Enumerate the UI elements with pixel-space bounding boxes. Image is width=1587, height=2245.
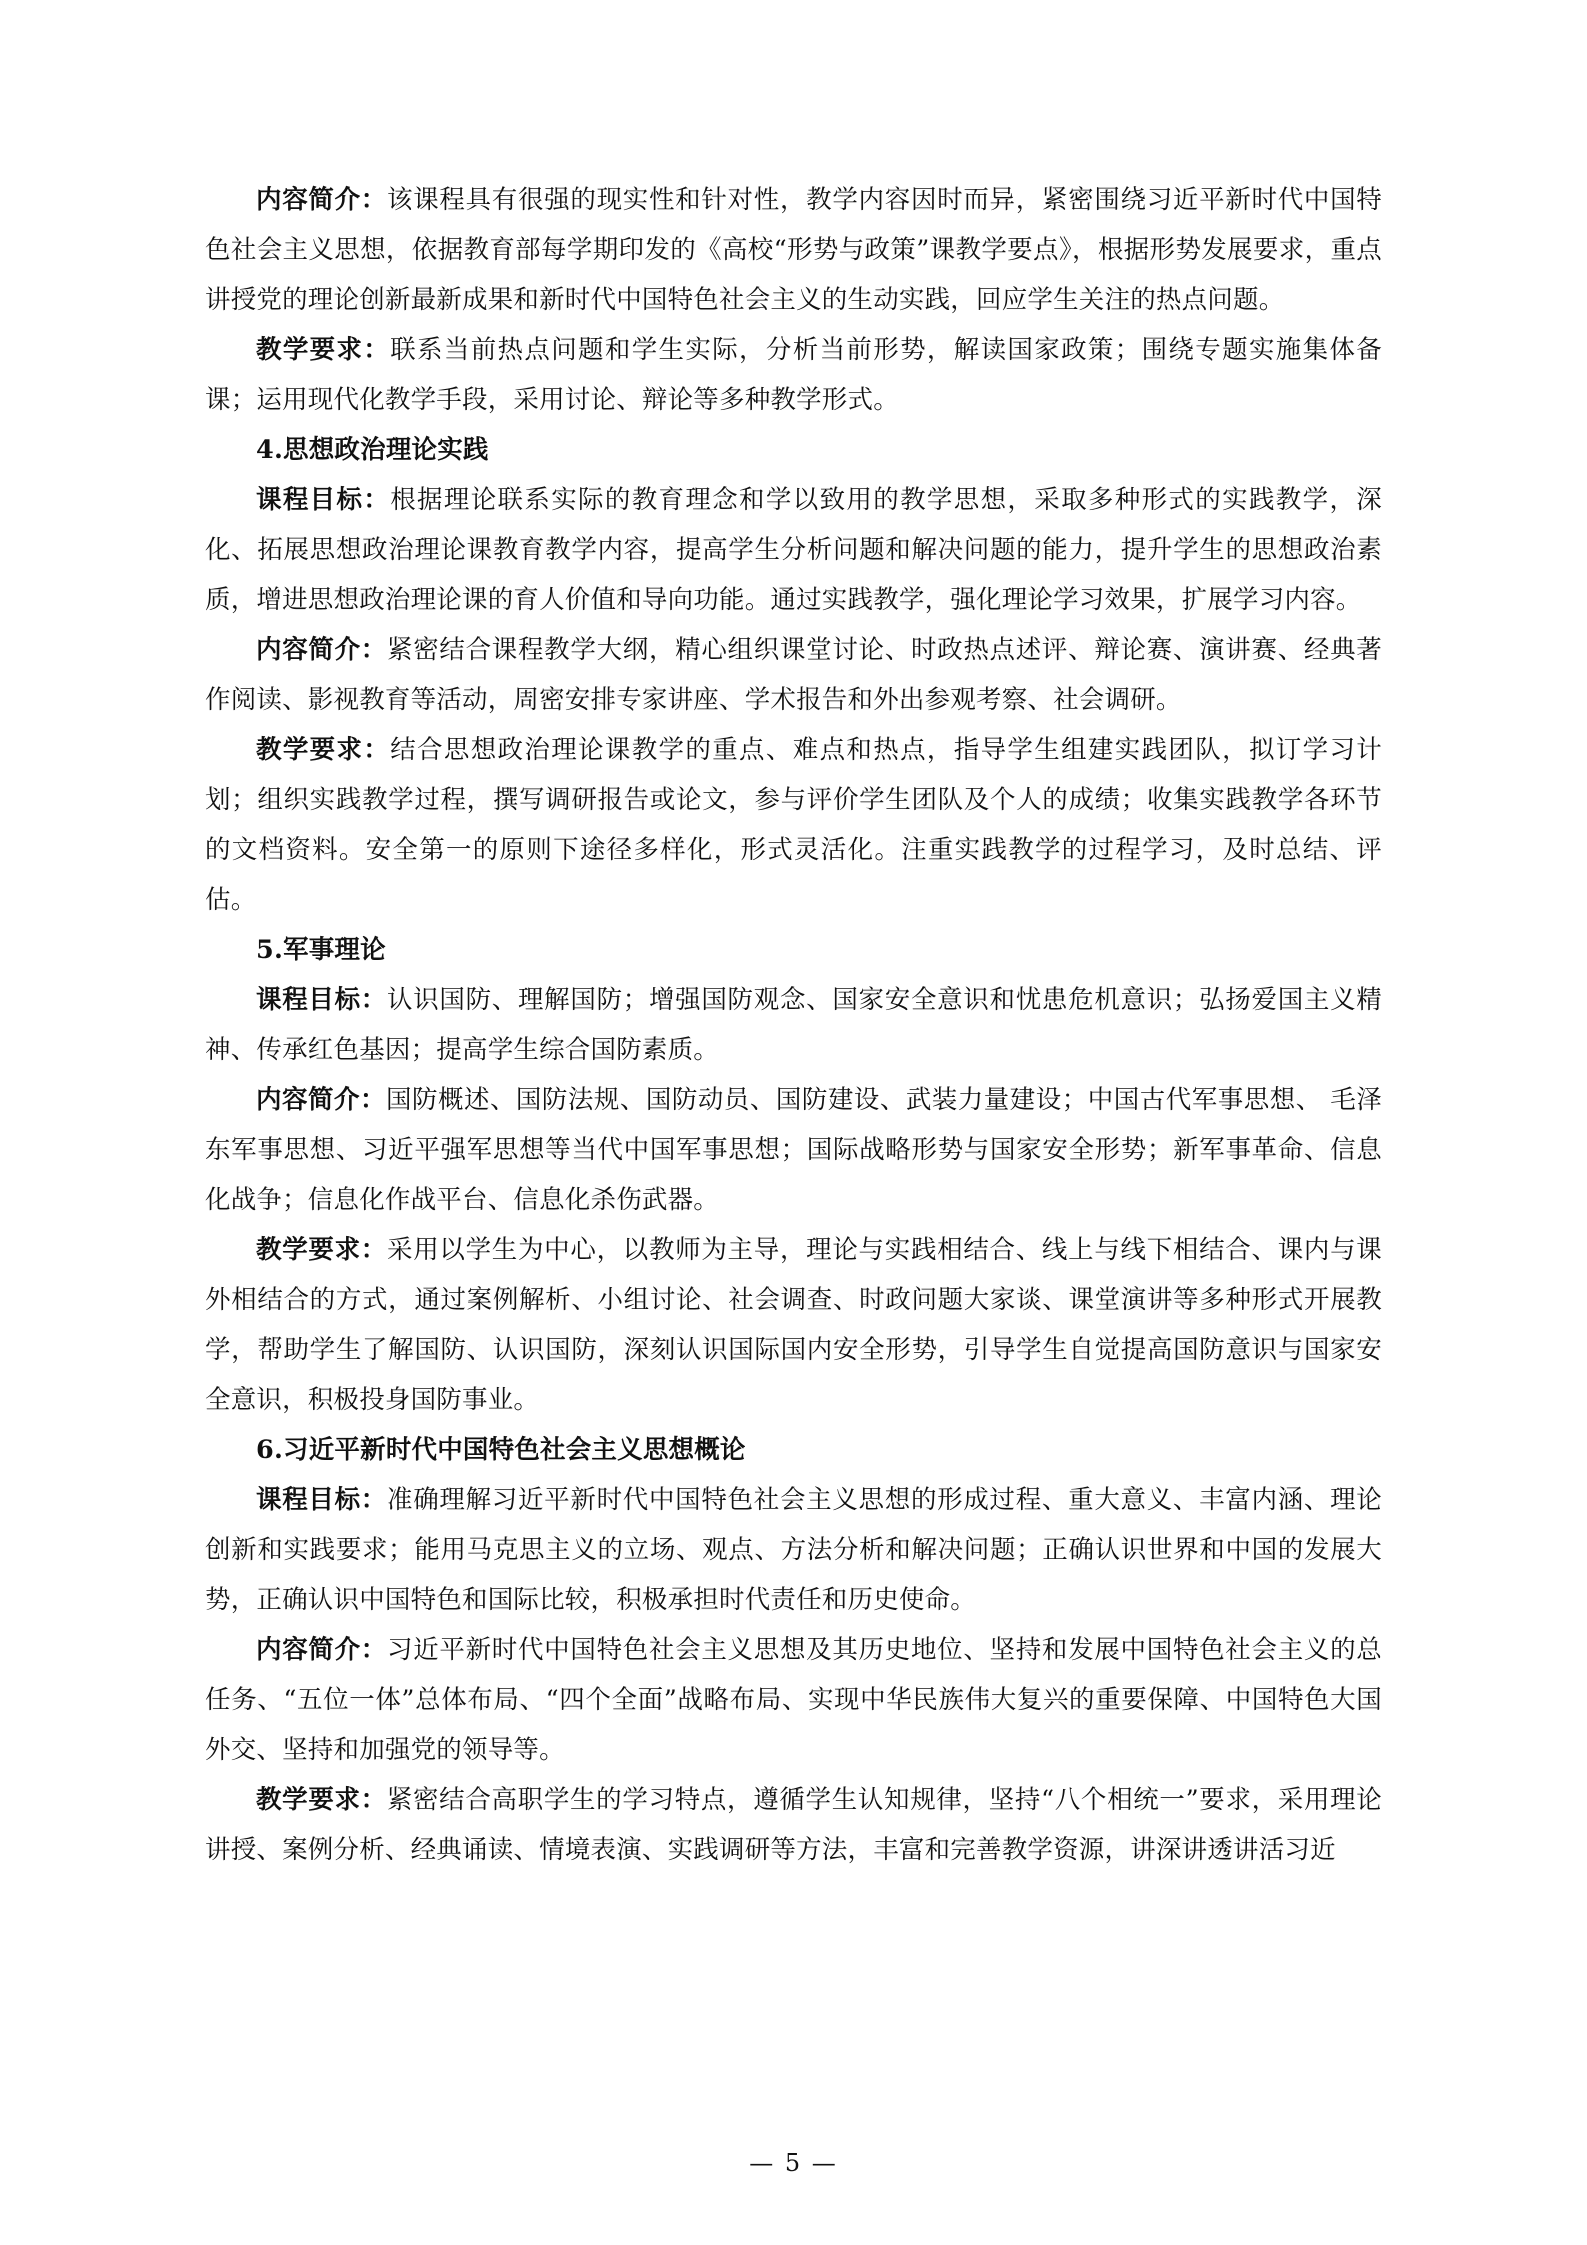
paragraph-label: 课程目标： bbox=[256, 1485, 387, 1515]
paragraph-text: 根据理论联系实际的教育理念和学以致用的教学思想，采取多种形式的实践教学，深化、拓展思想政治理论课教育教学内容，提高学生分析问题和解决问题的能力，提升学生的思想政治素质，增进思想政治理论课的育人价值和导向功能。通过实践教学，强化理论学习效果，扩展学习内容。 bbox=[205, 485, 1382, 615]
paragraph-label: 教学要求： bbox=[256, 1785, 387, 1815]
body-paragraph bbox=[205, 1775, 1382, 1875]
paragraph-text: 结合思想政治理论课教学的重点、难点和热点，指导学生组建实践团队，拟订学习计划；组织实践教学过程，撰写调研报告或论文，参与评价学生团队及个人的成绩；收集实践教学各环节的文档资料。安全第一的原则下途径多样化，形式灵活化。注重实践教学的过程学习，及时总结、评估。 bbox=[205, 735, 1382, 915]
body-paragraph bbox=[205, 975, 1382, 1075]
paragraph-text: 准确理解习近平新时代中国特色社会主义思想的形成过程、重大意义、丰富内涵、理论创新和实践要求；能用马克思主义的立场、观点、方法分析和解决问题；正确认识世界和中国的发展大势，正确认识中国特色和国际比较，积极承担时代责任和历史使命。 bbox=[205, 1485, 1382, 1615]
paragraph-text: 认识国防、理解国防；增强国防观念、国家安全意识和忧患危机意识；弘扬爱国主义精神、传承红色基因；提高学生综合国防素质。 bbox=[205, 985, 1382, 1065]
body-paragraph bbox=[205, 1075, 1382, 1225]
paragraph-text: 6.习近平新时代中国特色社会主义思想概论 bbox=[256, 1435, 746, 1465]
paragraph-text: 采用以学生为中心，以教师为主导，理论与实践相结合、线上与线下相结合、课内与课外相结合的方式，通过案例解析、小组讨论、社会调查、时政问题大家谈、课堂演讲等多种形式开展教学，帮助学生了解国防、认识国防，深刻认识国际国内安全形势，引导学生自觉提高国防意识与国家安全意识，积极投身国防事业。 bbox=[205, 1235, 1382, 1415]
paragraph-text: 习近平新时代中国特色社会主义思想及其历史地位、坚持和发展中国特色社会主义的总任务、“五位一体”总体布局、“四个全面”战略布局、实现中华民族伟大复兴的重要保障、中国特色大国外交、坚持和加强党的领导等。 bbox=[205, 1635, 1382, 1765]
body-paragraph bbox=[205, 1625, 1382, 1775]
paragraph-label: 教学要求： bbox=[256, 335, 391, 365]
body-paragraph bbox=[205, 625, 1382, 725]
paragraph-label: 课程目标： bbox=[256, 985, 387, 1015]
document-body bbox=[205, 175, 1382, 1875]
paragraph-label: 内容简介： bbox=[256, 1085, 386, 1115]
paragraph-text: 联系当前热点问题和学生实际，分析当前形势，解读国家政策；围绕专题实施集体备课；运用现代化教学手段，采用讨论、辩论等多种教学形式。 bbox=[205, 335, 1382, 415]
paragraph-label: 课程目标： bbox=[256, 485, 391, 515]
paragraph-label: 教学要求： bbox=[256, 735, 391, 765]
body-paragraph bbox=[205, 1475, 1382, 1625]
paragraph-text: 国防概述、国防法规、国防动员、国防建设、武装力量建设；中国古代军事思想、 毛泽东军事思想、习近平强军思想等当代中国军事思想；国际战略形势与国家安全形势；新军事革命、信息化战争；信息化作战平台、信息化杀伤武器。 bbox=[205, 1085, 1382, 1215]
paragraph-label: 内容简介： bbox=[256, 185, 387, 215]
body-paragraph bbox=[205, 175, 1382, 325]
section-heading bbox=[205, 1425, 1382, 1475]
page-number: — 5 — bbox=[749, 2149, 838, 2177]
paragraph-text: 4.思想政治理论实践 bbox=[256, 435, 489, 465]
section-heading bbox=[205, 425, 1382, 475]
paragraph-text: 紧密结合课程教学大纲，精心组织课堂讨论、时政热点述评、辩论赛、演讲赛、经典著作阅读、影视教育等活动，周密安排专家讲座、学术报告和外出参观考察、社会调研。 bbox=[205, 635, 1382, 715]
paragraph-text: 该课程具有很强的现实性和针对性，教学内容因时而异，紧密围绕习近平新时代中国特色社会主义思想，依据教育部每学期印发的《高校“形势与政策”课教学要点》，根据形势发展要求，重点讲授党的理论创新最新成果和新时代中国特色社会主义的生动实践，回应学生关注的热点问题。 bbox=[205, 185, 1382, 315]
body-paragraph bbox=[205, 1225, 1382, 1425]
paragraph-text: 紧密结合高职学生的学习特点，遵循学生认知规律，坚持“八个相统一”要求，采用理论讲授、案例分析、经典诵读、情境表演、实践调研等方法，丰富和完善教学资源，讲深讲透讲活习近 bbox=[205, 1785, 1382, 1865]
body-paragraph bbox=[205, 725, 1382, 925]
section-heading bbox=[205, 925, 1382, 975]
body-paragraph bbox=[205, 325, 1382, 425]
body-paragraph bbox=[205, 475, 1382, 625]
paragraph-text: 5.军事理论 bbox=[256, 935, 386, 965]
paragraph-label: 教学要求： bbox=[256, 1235, 387, 1265]
paragraph-label: 内容简介： bbox=[256, 635, 387, 665]
paragraph-label: 内容简介： bbox=[256, 1635, 387, 1665]
